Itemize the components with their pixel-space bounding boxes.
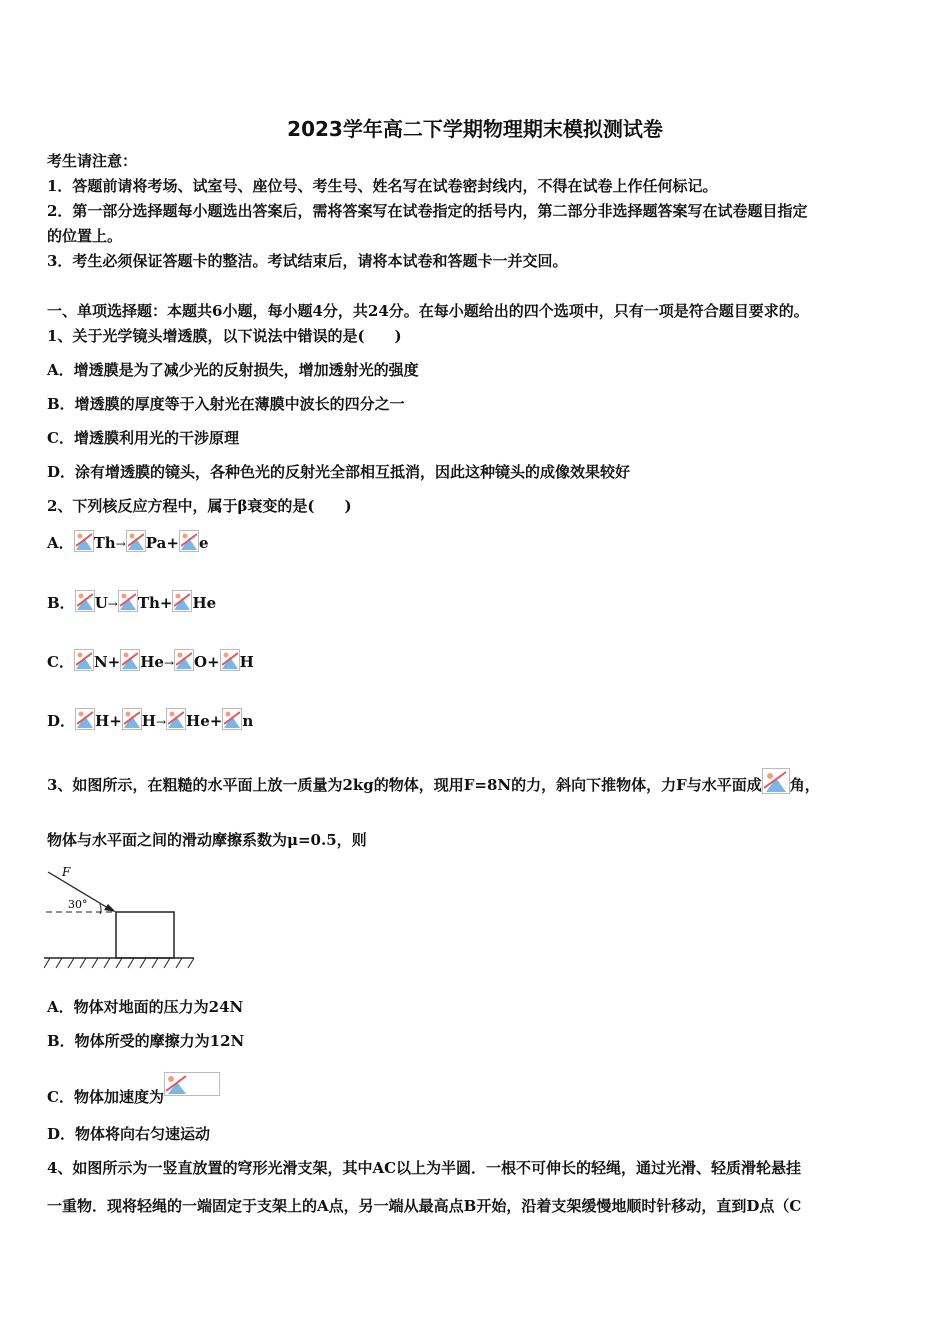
broken-image-icon (762, 768, 790, 794)
q3-option-b: B．物体所受的摩擦力为12N (47, 1032, 245, 1050)
q1-option-a: A．增透膜是为了减少光的反射损失，增加透射光的强度 (47, 361, 419, 379)
option-label: C． (47, 653, 74, 671)
question-4-stem: 4、如图所示为一竖直放置的穹形光滑支架，其中AC以上为半圆．一根不可伸长的轻绳，通过光滑、轻质滑轮悬挂 (47, 1159, 802, 1177)
question-4-stem-line2: 一重物．现将轻绳的一端固定于支架上的A点，另一端从最高点B开始，沿着支架缓慢地顺时针移动，直到D点（C (47, 1197, 802, 1215)
option-label: B． (47, 594, 75, 612)
broken-image-icon (74, 649, 94, 671)
q2-option-a: A． Th→ Pa+ e (47, 530, 209, 553)
block (116, 912, 174, 958)
option-label: A． (47, 534, 74, 552)
broken-image-icon (120, 649, 140, 671)
broken-image-icon (75, 708, 95, 730)
q2-option-d: D． H+ H→ He+ n (47, 708, 253, 731)
question-3-stem: 3、如图所示，在粗糙的水平面上放一质量为2kg的物体，现用F=8N的力，斜向下推物体，力F与水平面成 角， (47, 768, 820, 795)
q1-option-d: D．涂有增透膜的镜头，各种色光的反射光全部相互抵消，因此这种镜头的成像效果较好 (47, 463, 631, 481)
notice-heading: 考生请注意： (47, 152, 138, 170)
force-label: F (62, 865, 71, 879)
notice-item: 3．考生必须保证答题卡的整洁。考试结束后，请将本试卷和答题卡一并交回。 (47, 252, 568, 270)
force-arrowhead (104, 904, 116, 912)
broken-image-icon (172, 590, 192, 612)
question-1-stem: 1、关于光学镜头增透膜，以下说法中错误的是( ) (47, 327, 402, 345)
broken-image-icon (166, 708, 186, 730)
option-label: D． (47, 712, 76, 730)
broken-image-icon (174, 649, 194, 671)
q2-option-b: B． U→ Th+ He (47, 590, 216, 613)
broken-image-icon (164, 1072, 220, 1096)
broken-image-icon (75, 590, 95, 612)
section-heading: 一、单项选择题：本题共6小题，每小题4分，共24分。在每小题给出的四个选项中，只有一项是符合题目要求的。 (47, 302, 809, 320)
broken-image-icon (118, 590, 138, 612)
q1-option-c: C．增透膜利用光的干涉原理 (47, 429, 239, 447)
broken-image-icon (220, 649, 240, 671)
angle-arc (100, 904, 101, 914)
ground-hatching (44, 958, 194, 968)
question-3-stem-line2: 物体与水平面之间的滑动摩擦系数为μ=0.5，则 (47, 831, 367, 849)
broken-image-icon (122, 708, 142, 730)
q2-option-c: C． N+ He→ O+ H (47, 649, 254, 672)
broken-image-icon (179, 530, 199, 552)
notice-item: 2．第一部分选择题每小题选出答案后，需将答案写在试卷指定的括号内，第二部分非选择题答案写在试卷题目指定 (47, 202, 808, 220)
question-2-stem: 2、下列核反应方程中，属于β衰变的是( ) (47, 497, 352, 515)
page-title: 2023学年高二下学期物理期末模拟测试卷 (287, 117, 663, 141)
notice-item: 的位置上。 (47, 227, 123, 245)
broken-image-icon (74, 530, 94, 552)
force-diagram (44, 862, 196, 972)
q1-option-b: B．增透膜的厚度等于入射光在薄膜中波长的四分之一 (47, 395, 405, 413)
q3-option-c: C．物体加速度为 (47, 1072, 220, 1107)
q3-option-d: D．物体将向右匀速运动 (47, 1125, 211, 1143)
angle-label: 30° (68, 898, 88, 911)
notice-item: 1．答题前请将考场、试室号、座位号、考生号、姓名写在试卷密封线内，不得在试卷上作任何标记。 (47, 177, 718, 195)
q3-option-a: A．物体对地面的压力为24N (47, 998, 244, 1016)
broken-image-icon (126, 530, 146, 552)
broken-image-icon (222, 708, 242, 730)
